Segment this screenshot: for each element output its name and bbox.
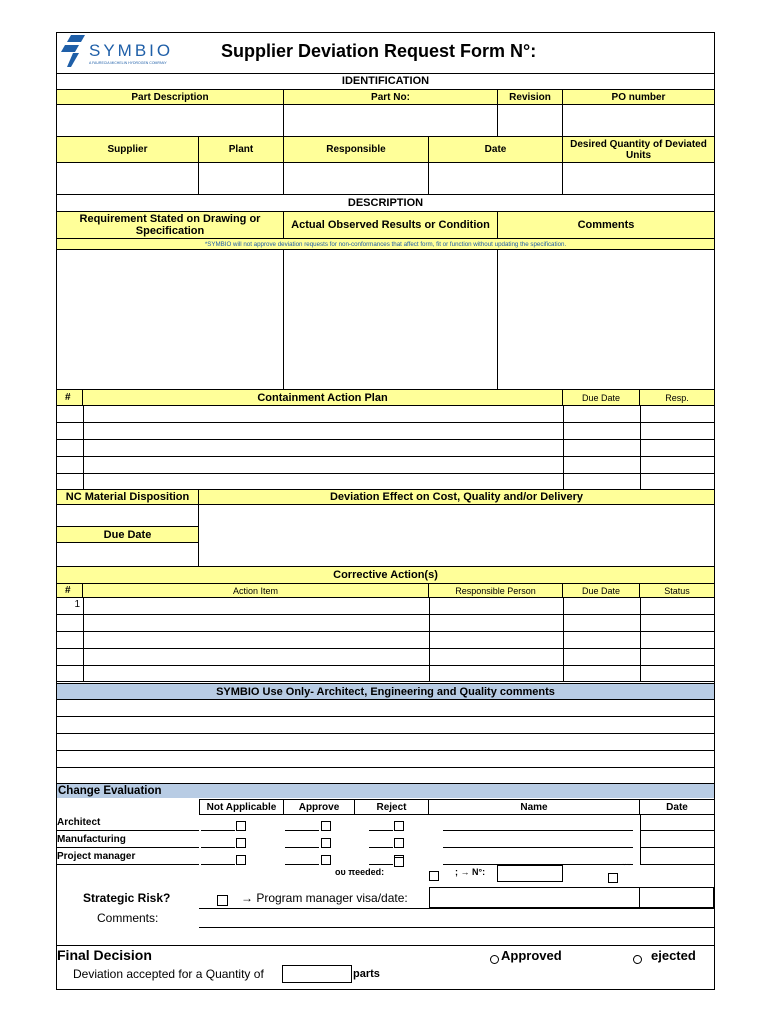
- architect-na-checkbox[interactable]: [236, 821, 246, 831]
- approved-radio[interactable]: [490, 955, 499, 964]
- corrective-rows[interactable]: [57, 598, 714, 682]
- change-evaluation-header: Change Evaluation: [57, 784, 714, 798]
- logo-tagline: A FAURECIA MICHELIN HYDROGEN COMPANY: [89, 61, 167, 65]
- architect-reject-checkbox[interactable]: [394, 821, 404, 831]
- specification-note: *SYMBIO will not approve deviation requests for non-conformances that affect form, fit or function without updating the specification.: [57, 239, 714, 250]
- containment-resp: Resp.: [640, 390, 714, 406]
- part-no-field[interactable]: [284, 105, 498, 137]
- observed-field[interactable]: [284, 250, 498, 390]
- col-requirement: Requirement Stated on Drawing or Specification: [57, 211, 284, 239]
- identification-header: IDENTIFICATION: [57, 73, 714, 87]
- col-po-number: PO number: [563, 89, 714, 105]
- form-sheet: [56, 32, 715, 990]
- nc-material-disposition: NC Material Disposition: [57, 489, 199, 505]
- pm-na-checkbox[interactable]: [236, 855, 246, 865]
- description-header: DESCRIPTION: [347, 197, 424, 209]
- col-not-applicable: Not Applicable: [199, 799, 284, 815]
- strategic-risk-label: Strategic Risk?: [83, 891, 171, 905]
- col-responsible: Responsible: [284, 137, 429, 163]
- part-description-field[interactable]: [57, 105, 284, 137]
- architect-approve-checkbox[interactable]: [321, 821, 331, 831]
- col-reject: Reject: [355, 799, 429, 815]
- col-revision: Revision: [498, 89, 563, 105]
- col-part-no: Part No:: [284, 89, 498, 105]
- containment-hash: #: [57, 390, 83, 406]
- col-responsible-person: Responsible Person: [429, 583, 563, 598]
- containment-due-date: Due Date: [563, 390, 640, 406]
- comments-field[interactable]: [498, 250, 714, 390]
- corrective-hash: #: [57, 583, 83, 598]
- deviation-effect-field[interactable]: [199, 505, 714, 567]
- disposition-field[interactable]: [57, 505, 199, 527]
- col-supplier: Supplier: [57, 137, 199, 163]
- comments-line-1[interactable]: [199, 927, 714, 928]
- symbio-logo: [59, 35, 199, 69]
- col-status: Status: [640, 583, 714, 598]
- needed-checkbox[interactable]: [429, 871, 439, 881]
- symbio-logo-icon: [61, 35, 87, 67]
- form-title: Supplier Deviation Request Form N°:: [221, 41, 537, 61]
- program-manager-visa-label: → Program manager visa/date:: [241, 891, 408, 905]
- deviation-effect-header: Deviation Effect on Cost, Quality and/or Delivery: [199, 489, 714, 505]
- rejected-label: ejected: [651, 948, 696, 963]
- col-plant: Plant: [199, 137, 284, 163]
- manufacturing-name-line[interactable]: [443, 847, 633, 848]
- revision-field[interactable]: [498, 105, 563, 137]
- program-manager-date-field[interactable]: [640, 887, 714, 908]
- extra-reject-checkbox[interactable]: [394, 857, 404, 867]
- col-comments: Comments: [498, 211, 714, 239]
- manufacturing-date-line[interactable]: [640, 847, 714, 848]
- col-part-description: Part Description: [57, 89, 284, 105]
- manufacturing-na-checkbox[interactable]: [236, 838, 246, 848]
- date-field[interactable]: [429, 163, 563, 195]
- col-action-item: Action Item: [83, 583, 429, 598]
- row-manufacturing: Manufacturing: [57, 834, 126, 845]
- quantity-field[interactable]: [282, 965, 352, 983]
- col-date: Date: [429, 137, 563, 163]
- po-number-field[interactable]: [563, 105, 714, 137]
- program-manager-visa-field[interactable]: [429, 887, 640, 908]
- plant-field[interactable]: [199, 163, 284, 195]
- number-label: ; → N°:: [455, 867, 486, 877]
- strategic-risk-checkbox[interactable]: [217, 895, 228, 906]
- due-date-label: Due Date: [57, 527, 199, 543]
- col-observed: Actual Observed Results or Condition: [284, 211, 498, 239]
- manufacturing-approve-checkbox[interactable]: [321, 838, 331, 848]
- col-name: Name: [429, 799, 640, 815]
- symbio-comment-lines[interactable]: [57, 700, 714, 784]
- containment-rows[interactable]: [57, 406, 714, 490]
- disposition-due-date-field[interactable]: [57, 543, 199, 567]
- row-project-manager: Project manager: [57, 851, 136, 862]
- desired-quantity-field[interactable]: [563, 163, 714, 195]
- architect-date-line[interactable]: [640, 830, 714, 831]
- parts-label: parts: [353, 968, 380, 980]
- symbio-use-header: SYMBIO Use Only- Architect, Engineering and Quality comments: [57, 683, 714, 700]
- supplier-field[interactable]: [57, 163, 199, 195]
- approved-label: Approved: [501, 948, 562, 963]
- architect-name-line[interactable]: [443, 830, 633, 831]
- pm-approve-checkbox[interactable]: [321, 855, 331, 865]
- col-corrective-due-date: Due Date: [563, 583, 640, 598]
- logo-text: SYMBIO: [89, 41, 174, 60]
- requirement-field[interactable]: [57, 250, 284, 390]
- manufacturing-reject-checkbox[interactable]: [394, 838, 404, 848]
- needed-label: ου πeeded:: [335, 867, 385, 877]
- col-approve: Approve: [284, 799, 355, 815]
- number-field[interactable]: [497, 865, 563, 882]
- responsible-field[interactable]: [284, 163, 429, 195]
- comments-label: Comments:: [97, 911, 159, 925]
- containment-title: Containment Action Plan: [83, 390, 563, 406]
- extra-checkbox[interactable]: [608, 873, 618, 883]
- corrective-actions-header: Corrective Action(s): [57, 567, 714, 583]
- col-desired-quantity: Desired Quantity of Deviated Units: [563, 137, 714, 163]
- row-architect: Architect: [57, 817, 101, 828]
- pm-date-line[interactable]: [640, 864, 714, 865]
- quantity-text: Deviation accepted for a Quantity of: [73, 967, 264, 981]
- rejected-radio[interactable]: [633, 955, 642, 964]
- col-eval-date: Date: [640, 799, 714, 815]
- partial-mark: ˘ ˘: [623, 863, 631, 872]
- corrective-row-number: 1: [74, 599, 80, 610]
- final-decision-label: Final Decision: [57, 947, 152, 963]
